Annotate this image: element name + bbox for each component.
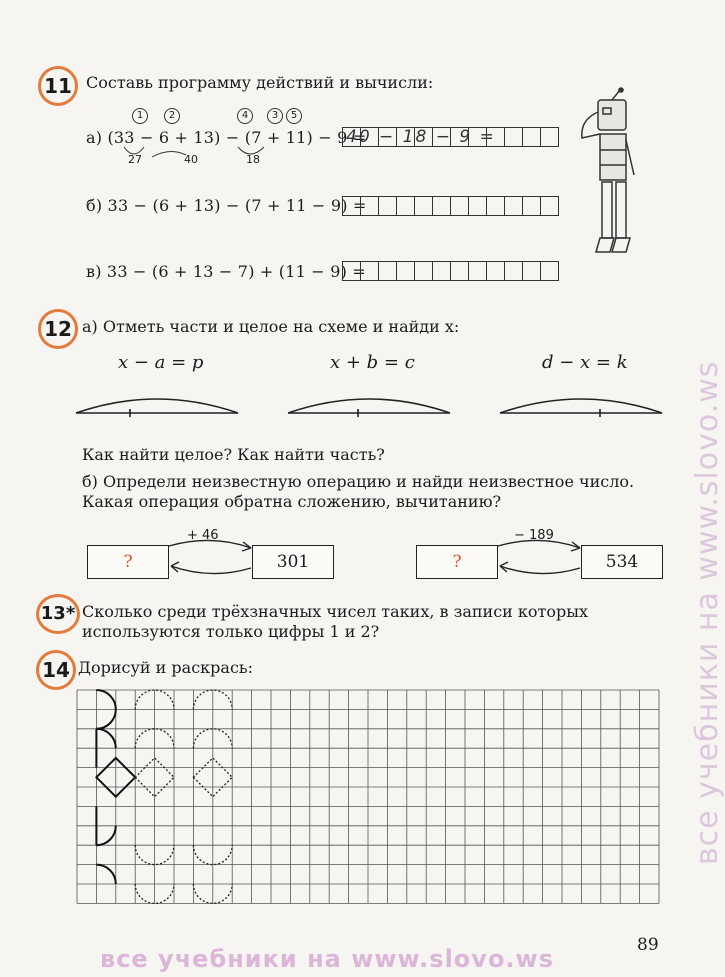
question-whole-part: Как найти целое? Как найти часть? bbox=[82, 445, 385, 464]
part-whole-schemes bbox=[70, 385, 670, 425]
operation-label: + 46 bbox=[187, 528, 219, 543]
task-13-badge: 13* bbox=[36, 594, 80, 634]
task-11-title: Составь программу действий и вычисли: bbox=[86, 73, 434, 92]
formula-2: x + b = c bbox=[330, 352, 415, 373]
partial-result: 18 bbox=[246, 153, 260, 166]
result-box: 301 bbox=[252, 545, 334, 579]
task-12a-title: а) Отметь части и целое на схеме и найди x: bbox=[82, 317, 460, 336]
unknown-number-box[interactable]: ? bbox=[416, 545, 498, 579]
unknown-number-box[interactable]: ? bbox=[87, 545, 169, 579]
expression-a: а) (33 − 6 + 13) − (7 + 11) − 9 = bbox=[86, 128, 367, 147]
task-12b-line1: б) Определи неизвестную операцию и найди неизвестное число. bbox=[82, 472, 635, 491]
expression-b: б) 33 − (6 + 13) − (7 + 11 − 9) = bbox=[86, 196, 367, 215]
answer-cells-b[interactable] bbox=[342, 196, 558, 216]
page-number: 89 bbox=[637, 935, 659, 955]
handwritten-answer-a: 40 − 18 − 9 = bbox=[346, 127, 496, 147]
task-14-badge: 14 bbox=[36, 650, 76, 690]
answer-cells-c[interactable] bbox=[342, 261, 558, 281]
operation-arrows bbox=[494, 538, 586, 578]
robot-illustration bbox=[570, 90, 650, 270]
operation-label: − 189 bbox=[514, 528, 554, 543]
partial-result: 40 bbox=[184, 153, 198, 166]
side-watermark: все учебники на www.slovo.ws bbox=[690, 360, 725, 865]
task-11-badge: 11 bbox=[38, 66, 78, 106]
partial-result: 27 bbox=[128, 153, 142, 166]
formula-1: x − a = p bbox=[118, 352, 204, 373]
task-14-title: Дорисуй и раскрась: bbox=[78, 658, 254, 677]
order-marker: 4 bbox=[237, 108, 253, 124]
order-marker: 2 bbox=[164, 108, 180, 124]
order-marker: 5 bbox=[286, 108, 302, 124]
task-12b-line2: Какая операция обратна сложению, вычитанию? bbox=[82, 492, 502, 511]
bottom-watermark: все учебники на www.slovo.ws bbox=[100, 945, 554, 973]
formula-3: d − x = k bbox=[542, 352, 628, 373]
result-box: 534 bbox=[581, 545, 663, 579]
drawing-grid[interactable] bbox=[77, 690, 667, 920]
order-marker: 1 bbox=[132, 108, 148, 124]
expression-c: в) 33 − (6 + 13 − 7) + (11 − 9) = bbox=[86, 262, 366, 281]
task-12-badge: 12 bbox=[38, 309, 78, 349]
task-13-line2: используются только цифры 1 и 2? bbox=[82, 622, 380, 641]
order-marker: 3 bbox=[267, 108, 283, 124]
task-13-line1: Сколько среди трёхзначных чисел таких, в записи которых bbox=[82, 602, 589, 621]
operation-arrows bbox=[165, 538, 257, 578]
